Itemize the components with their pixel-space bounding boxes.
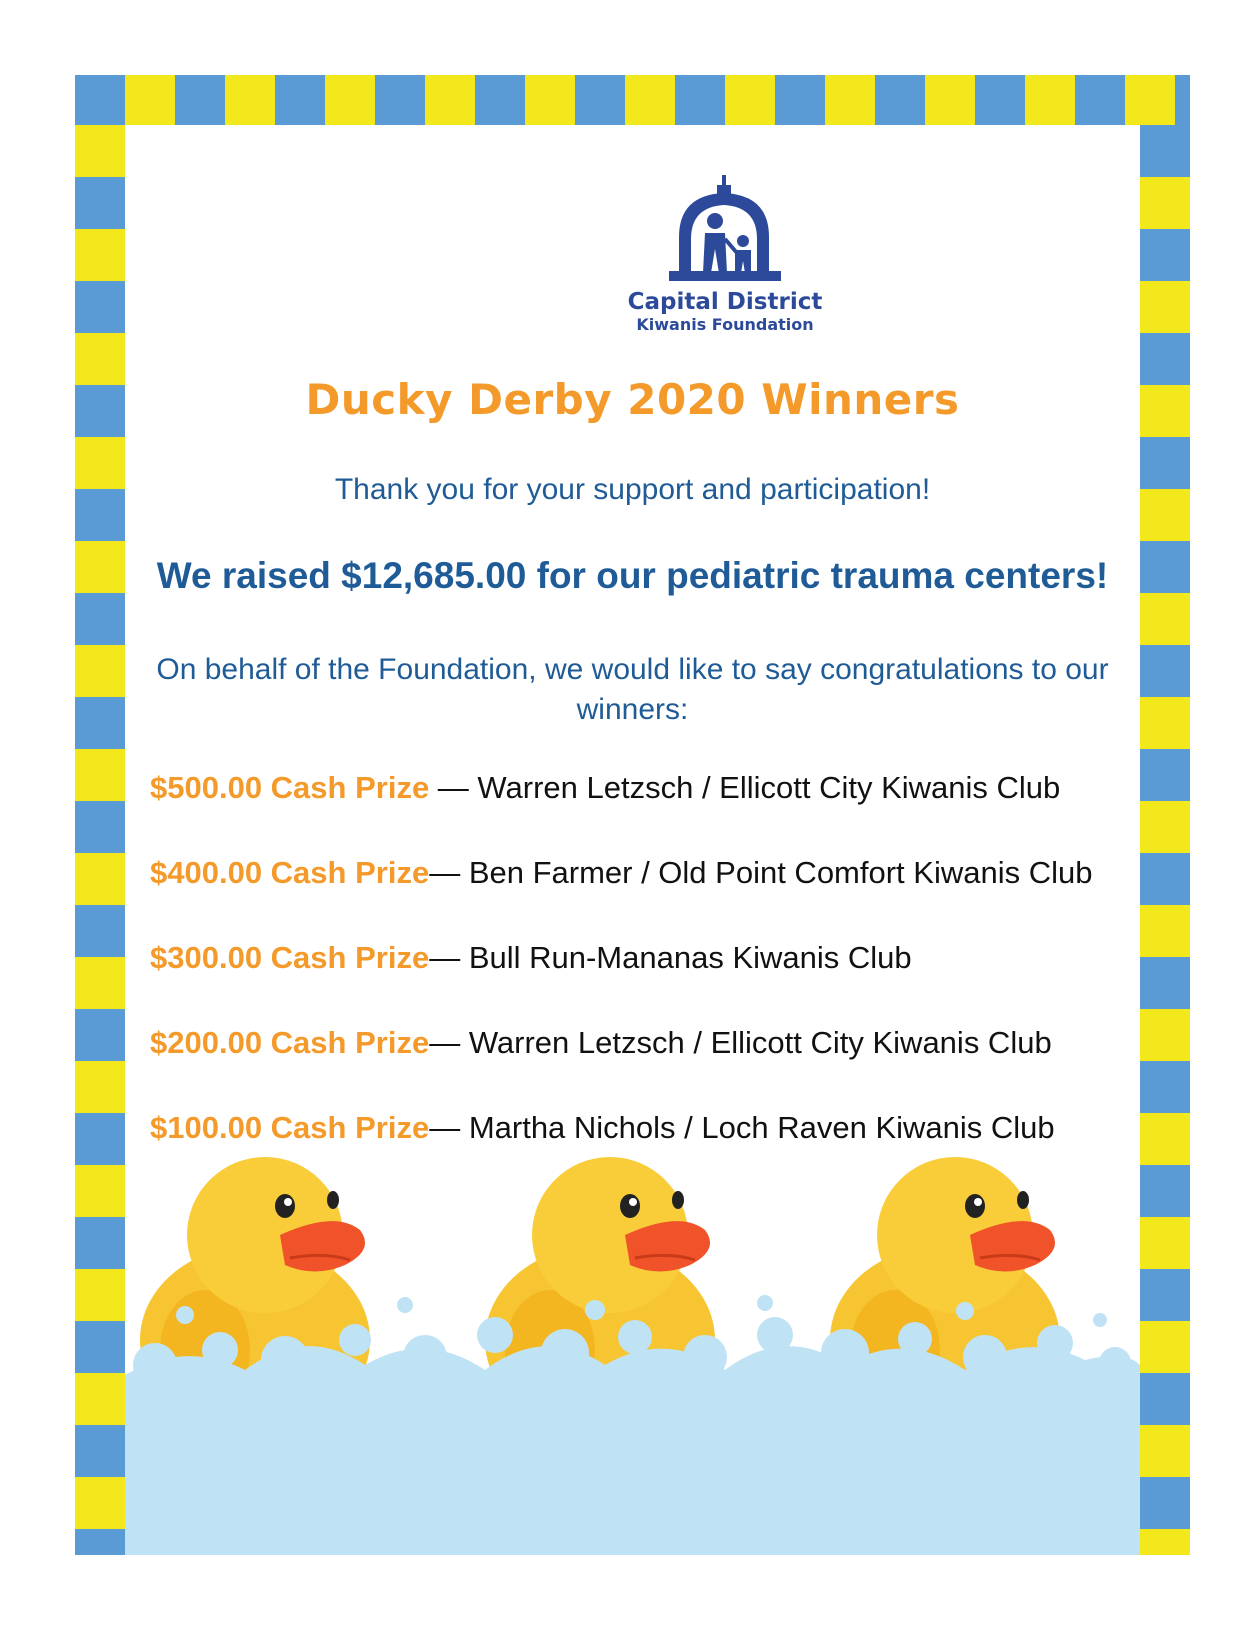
logo-name-line2: Kiwanis Foundation	[636, 315, 814, 334]
prize-row	[150, 855, 1130, 940]
prize-row	[150, 1025, 1130, 1110]
prize-winner: Warren Letzsch / Ellicott City Kiwanis Club	[477, 770, 1061, 805]
logo-name-line1: Capital District	[627, 289, 823, 315]
congratulations-message: On behalf of the Foundation, we would like to say congratulations to our winners:	[156, 653, 1109, 726]
prize-winner: Warren Letzsch / Ellicott City Kiwanis Club	[468, 1025, 1052, 1060]
prize-amount: $400.00 Cash Prize	[150, 855, 430, 890]
prize-amount: $300.00 Cash Prize	[150, 940, 430, 975]
prize-winner: Ben Farmer / Old Point Comfort Kiwanis Club	[468, 855, 1093, 890]
border-right	[1140, 125, 1190, 1555]
prize-row	[150, 940, 1130, 1025]
prize-row	[150, 770, 1130, 855]
prize-separator: —	[429, 1110, 469, 1145]
prize-amount: $200.00 Cash Prize	[150, 1025, 430, 1060]
thank-you-message: Thank you for your support and participation!	[334, 473, 931, 506]
page-title: Ducky Derby 2020 Winners	[305, 375, 960, 424]
prize-separator: —	[429, 1025, 469, 1060]
prize-separator: —	[429, 855, 469, 890]
border-left	[75, 125, 125, 1555]
flyer-content	[125, 125, 1140, 1555]
ducks-splash-svg	[125, 1125, 1140, 1555]
prize-amount: $500.00 Cash Prize	[150, 770, 430, 805]
capitol-dome-family-icon	[665, 175, 785, 285]
foundation-logo	[565, 175, 885, 475]
prize-winner: Bull Run-Mananas Kiwanis Club	[468, 940, 912, 975]
amount-raised-message: We raised $12,685.00 for our pediatric trauma centers!	[156, 555, 1109, 596]
prize-separator: —	[429, 770, 478, 805]
prize-winner: Martha Nichols / Loch Raven Kiwanis Club	[468, 1110, 1055, 1145]
border-top	[75, 75, 1190, 125]
prize-amount: $100.00 Cash Prize	[150, 1110, 430, 1145]
ducks-illustration	[125, 1125, 1140, 1555]
prize-separator: —	[429, 940, 469, 975]
